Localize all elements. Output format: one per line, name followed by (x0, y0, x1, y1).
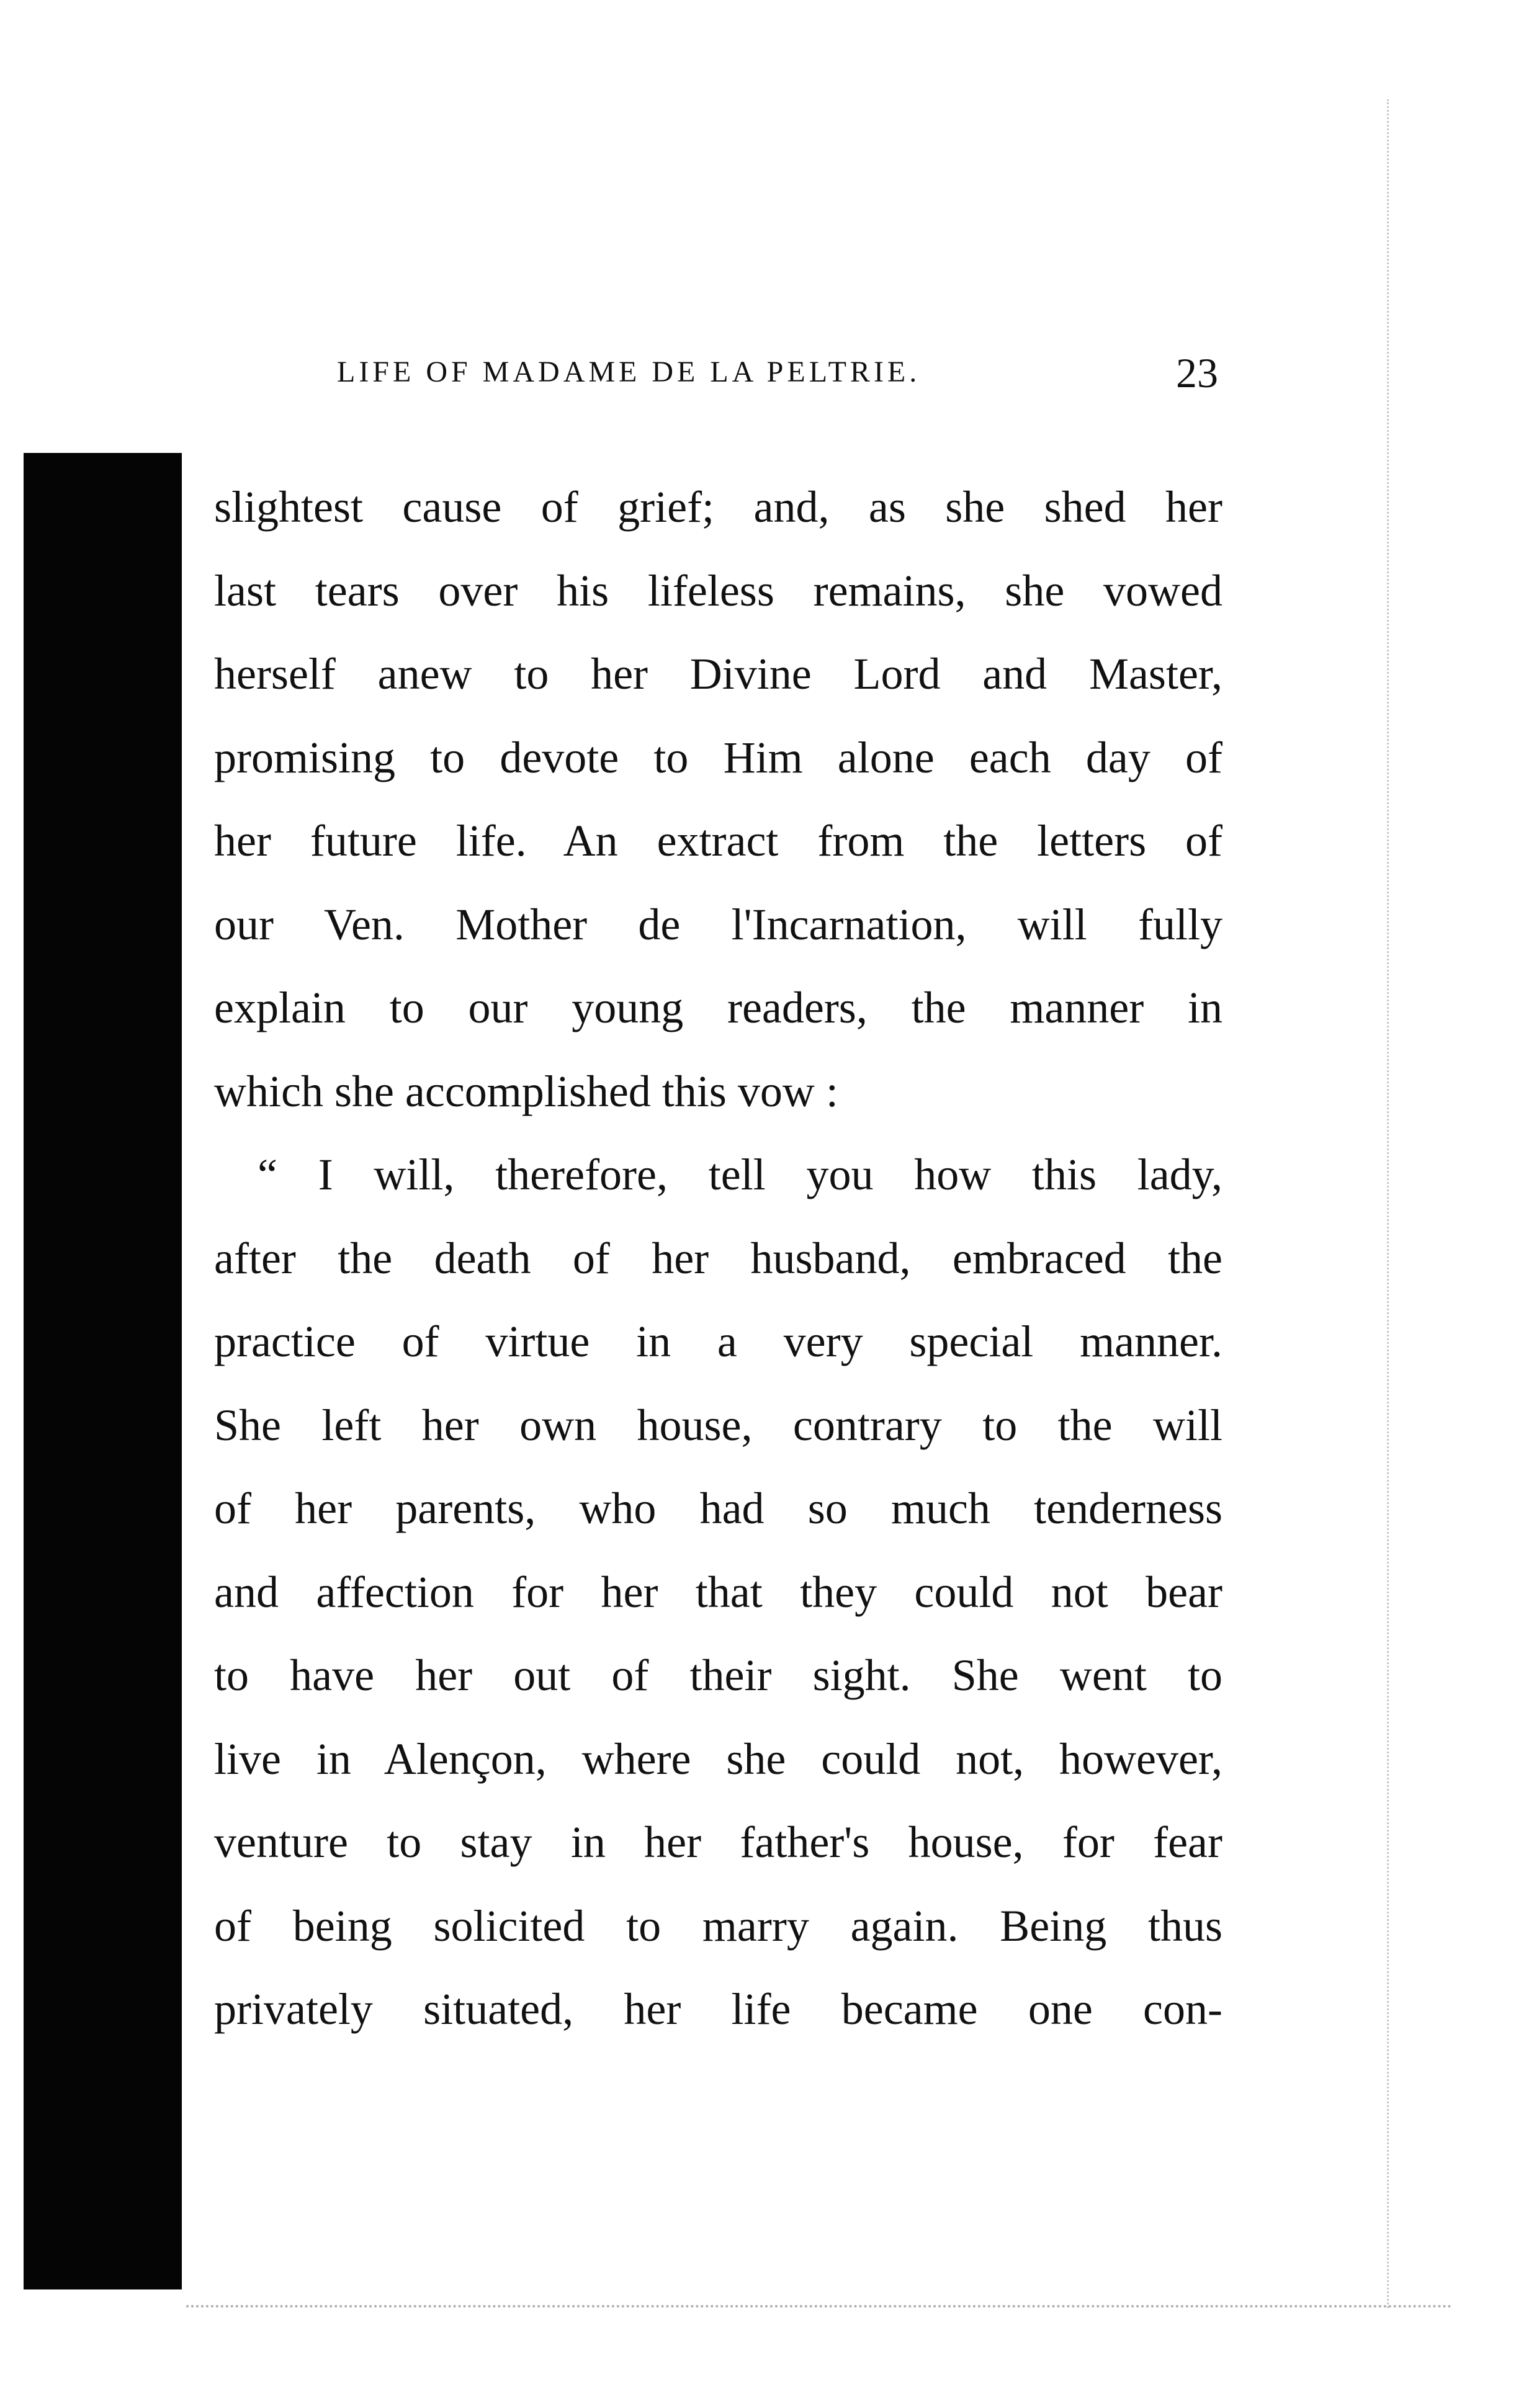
text-line: slightest cause of grief; and, as she shed her (214, 482, 1222, 532)
text-line: her future life. An extract from the letters of (214, 816, 1222, 866)
running-head (337, 349, 1218, 405)
text-line: practice of virtue in a very special manner. (214, 1317, 1222, 1366)
text-line: of being solicited to marry again. Being thus (214, 1900, 1222, 1951)
text-line: venture to stay in her father's house, for fear (214, 1817, 1222, 1867)
page-binding-edge (24, 453, 182, 2289)
text-line: last tears over his lifeless remains, she vowed (214, 565, 1222, 615)
text-line: herself anew to her Divine Lord and Master, (214, 649, 1222, 699)
text-line: She left her own house, contrary to the will (214, 1400, 1222, 1450)
text-line: “ I will, therefore, tell you how this lady, (258, 1150, 1222, 1199)
text-line: privately situated, her life became one con- (214, 1984, 1222, 2034)
text-line: of her parents, who had so much tenderness (214, 1484, 1222, 1533)
text-line: our Ven. Mother de l'Incarnation, will fully (214, 899, 1222, 949)
body-text (214, 465, 1222, 2051)
text-line: promising to devote to Him alone each day of (214, 732, 1222, 782)
page-number: 23 (1176, 349, 1218, 396)
text-line: explain to our young readers, the manner in (214, 983, 1222, 1032)
running-title: LIFE OF MADAME DE LA PELTRIE. (337, 356, 921, 388)
page-right-edge (1387, 99, 1390, 2308)
text-line: to have her out of their sight. She went to (214, 1650, 1222, 1700)
text-line: which she accomplished this vow : (214, 1066, 838, 1116)
text-line: live in Alençon, where she could not, however, (214, 1734, 1222, 1784)
text-line: after the death of her husband, embraced the (214, 1233, 1222, 1283)
text-line: and affection for her that they could not bear (214, 1567, 1222, 1617)
page-bottom-edge (186, 2305, 1452, 2314)
